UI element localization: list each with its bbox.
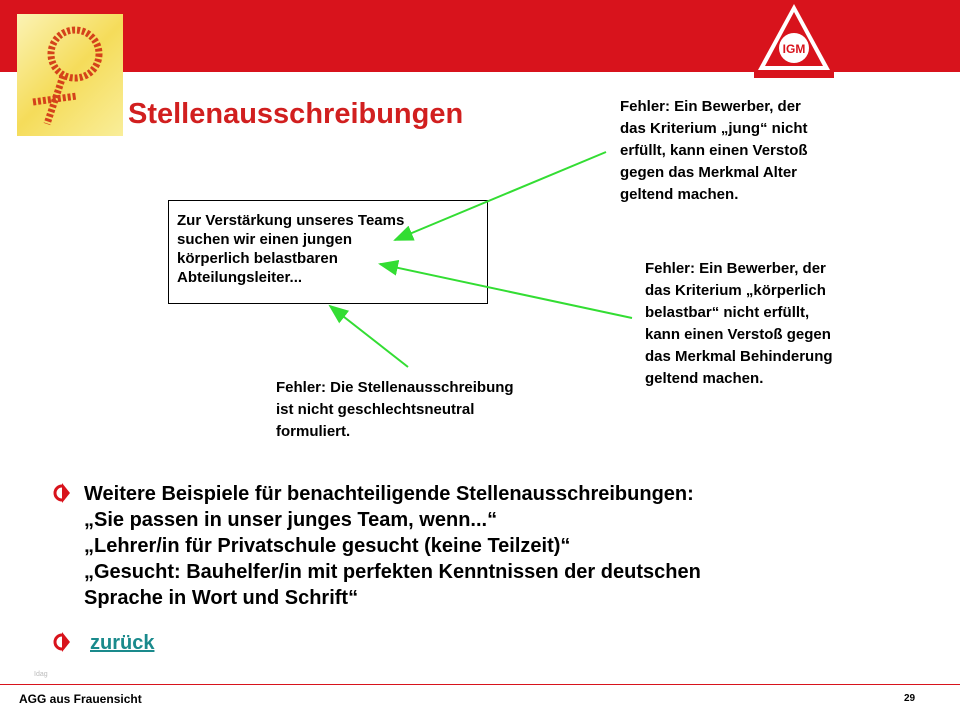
note-line: gegen das Merkmal Alter bbox=[620, 164, 798, 181]
bullet-line: Weitere Beispiele für benachteiligende Stellenausschreibungen: bbox=[84, 483, 694, 505]
curved-arrow-icon bbox=[50, 632, 72, 657]
page-number: 29 bbox=[904, 693, 916, 704]
note-line: formuliert. bbox=[276, 423, 351, 440]
bullet-line: „Lehrer/in für Privatschule gesucht (keine Teilzeit)“ bbox=[84, 535, 571, 557]
footer-divider bbox=[0, 684, 960, 685]
back-link[interactable]: zurück bbox=[90, 632, 155, 654]
curved-arrow-icon bbox=[50, 483, 72, 508]
note-line: belastbar“ nicht erfüllt, bbox=[645, 304, 810, 321]
note-line: das Merkmal Behinderung bbox=[645, 348, 833, 365]
note-line: ist nicht geschlechtsneutral bbox=[276, 401, 475, 418]
note-disability bbox=[645, 258, 833, 390]
note-line: erfüllt, kann einen Verstoß bbox=[620, 142, 808, 159]
note-gender bbox=[276, 377, 514, 443]
note-line: das Kriterium „jung“ nicht bbox=[620, 120, 808, 137]
note-line: geltend machen. bbox=[620, 186, 739, 203]
arrow-age bbox=[395, 152, 606, 240]
note-line: Fehler: Ein Bewerber, der bbox=[645, 260, 826, 277]
logo-text: IGM bbox=[782, 42, 806, 56]
arrow-gender bbox=[330, 306, 408, 367]
ad-line: körperlich belastbaren bbox=[177, 250, 338, 267]
note-line: das Kriterium „körperlich bbox=[645, 282, 826, 299]
ad-line: suchen wir einen jungen bbox=[177, 231, 353, 248]
note-line: kann einen Verstoß gegen bbox=[645, 326, 831, 343]
note-age bbox=[620, 96, 808, 206]
arrow-disability bbox=[380, 264, 632, 318]
ad-line: Zur Verstärkung unseres Teams bbox=[177, 212, 405, 229]
note-line: geltend machen. bbox=[645, 370, 764, 387]
page-title: Stellenausschreibungen bbox=[128, 98, 464, 130]
note-line: Fehler: Ein Bewerber, der bbox=[620, 98, 801, 115]
footer-title: AGG aus Frauensicht bbox=[19, 692, 142, 706]
bullet-line: Sprache in Wort und Schrift“ bbox=[84, 587, 359, 609]
bullet-line: „Sie passen in unser junges Team, wenn...“ bbox=[84, 509, 498, 531]
ad-line: Abteilungsleiter... bbox=[177, 269, 303, 286]
watermark-text: Idag bbox=[34, 671, 48, 678]
bullet-line: „Gesucht: Bauhelfer/in mit perfekten Kenntnissen der deutschen bbox=[84, 561, 701, 583]
note-line: Fehler: Die Stellenausschreibung bbox=[276, 379, 514, 396]
